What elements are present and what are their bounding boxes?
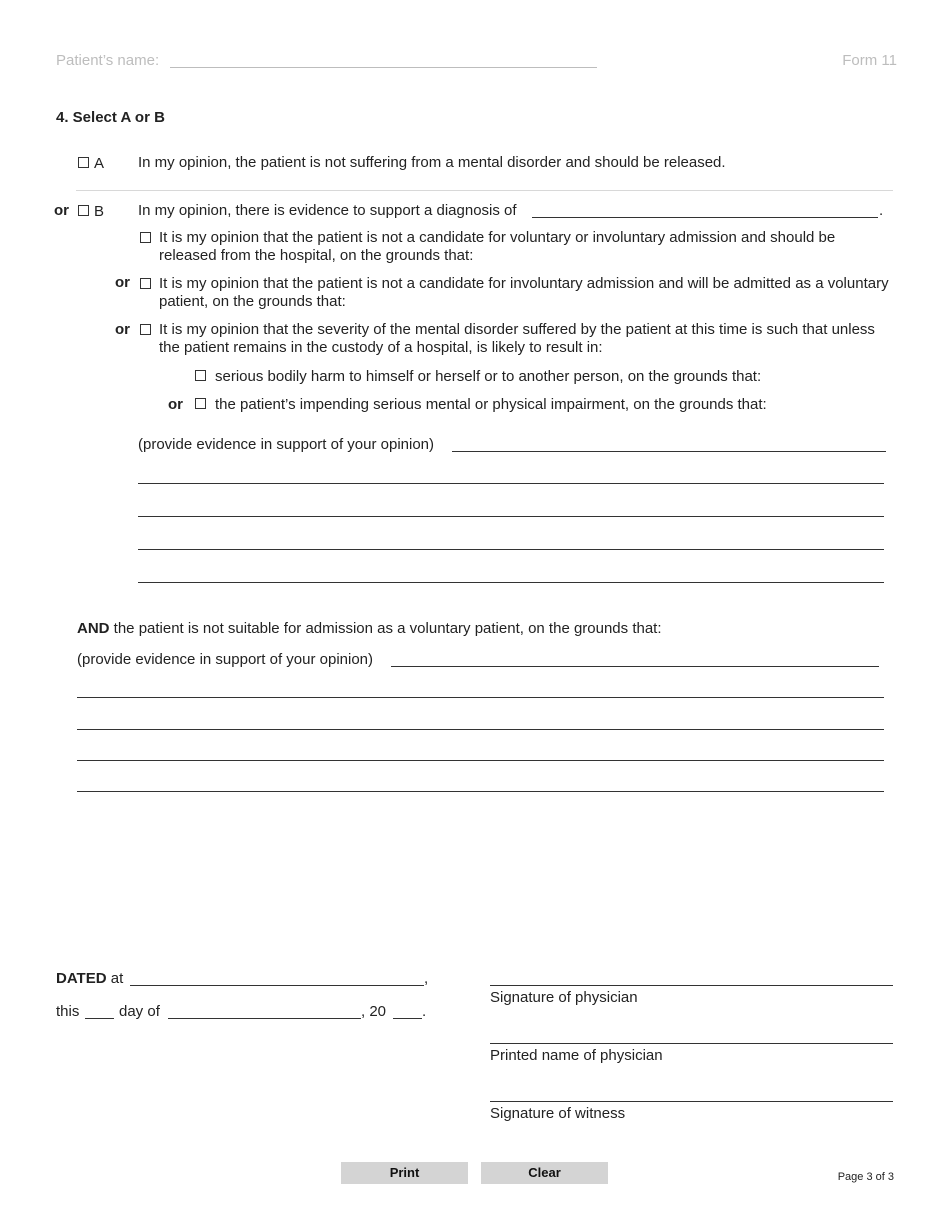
sub-option-2-text: It is my opinion that the patient is not a candidate for involuntary admission and will be admitted as a voluntary patient, on the grounds that: <box>159 275 889 310</box>
option-b-letter: B <box>94 203 105 220</box>
option-b-text: In my opinion, there is evidence to support a diagnosis of <box>138 202 517 219</box>
witness-signature-label: Signature of witness <box>490 1105 626 1122</box>
evidence-b-line-4[interactable] <box>138 582 884 583</box>
dated-keyword: DATED <box>56 970 107 987</box>
divider <box>76 190 893 191</box>
patient-name-label: Patient’s name: <box>56 52 160 69</box>
physician-name-label: Printed name of physician <box>490 1047 663 1064</box>
sub-option-3-checkbox[interactable] <box>140 324 151 335</box>
patient-name-field[interactable] <box>170 67 597 68</box>
physician-signature-field[interactable] <box>490 985 893 986</box>
sub-option-3a-checkbox[interactable] <box>195 370 206 381</box>
dated-period: . <box>422 1003 427 1020</box>
evidence-b-line-1[interactable] <box>138 483 884 484</box>
sub-option-3b-text: the patient’s impending serious mental or physical impairment, on the grounds that: <box>215 396 767 413</box>
diagnosis-period: . <box>879 202 884 219</box>
diagnosis-field[interactable] <box>532 217 878 218</box>
evidence-and-line-2[interactable] <box>77 729 884 730</box>
sub-option-3-text: It is my opinion that the severity of the mental disorder suffered by the patient at this time is such that unless the patient remains in the custody of a hospital, is likely to result in: <box>159 321 875 356</box>
dated-day-of: day of <box>119 1003 160 1020</box>
dated-at: at <box>110 970 124 987</box>
evidence-and-line-3[interactable] <box>77 760 884 761</box>
evidence-b-line-0[interactable] <box>452 451 886 452</box>
sub-option-3-or: or <box>115 321 130 338</box>
option-a-text: In my opinion, the patient is not suffering from a mental disorder and should be released. <box>138 154 726 171</box>
sub-option-3b-checkbox[interactable] <box>195 398 206 409</box>
and-keyword: AND <box>77 620 110 637</box>
sub-option-1-text: It is my opinion that the patient is not a candidate for voluntary or involuntary admission and should be released from the hospital, on the grounds that: <box>159 229 836 264</box>
evidence-and-label: (provide evidence in support of your opinion) <box>77 651 374 668</box>
dated-this: this <box>56 1003 80 1020</box>
sub-option-2-checkbox[interactable] <box>140 278 151 289</box>
sub-option-3a-text: serious bodily harm to himself or herself or to another person, on the grounds that: <box>215 368 762 385</box>
evidence-and-line-1[interactable] <box>77 697 884 698</box>
year-field[interactable] <box>393 1018 422 1019</box>
dated-comma: , <box>424 970 429 987</box>
page-number: Page 3 of 3 <box>837 1171 894 1183</box>
section-title: 4. Select A or B <box>56 109 165 126</box>
evidence-b-line-3[interactable] <box>138 549 884 550</box>
month-field[interactable] <box>168 1018 361 1019</box>
sub-option-3b-or: or <box>168 396 183 413</box>
evidence-b-line-2[interactable] <box>138 516 884 517</box>
form-number: Form 11 <box>842 52 897 69</box>
dated-at-row <box>56 970 123 987</box>
evidence-and-line-4[interactable] <box>77 791 884 792</box>
day-field[interactable] <box>85 1018 114 1019</box>
evidence-b-label: (provide evidence in support of your opinion) <box>138 436 435 453</box>
option-b-checkbox[interactable] <box>78 205 89 216</box>
option-a-checkbox[interactable] <box>78 157 89 168</box>
witness-signature-field[interactable] <box>490 1101 893 1102</box>
option-b-or: or <box>54 202 69 219</box>
and-statement <box>77 620 662 637</box>
sub-option-1-checkbox[interactable] <box>140 232 151 243</box>
option-a-letter: A <box>94 155 105 172</box>
physician-signature-label: Signature of physician <box>490 989 638 1006</box>
evidence-and-line-0[interactable] <box>391 666 879 667</box>
and-text: the patient is not suitable for admission as a voluntary patient, on the grounds that: <box>113 620 662 637</box>
sub-option-2-or: or <box>115 274 130 291</box>
dated-place-field[interactable] <box>130 985 424 986</box>
dated-year-prefix: , 20 <box>361 1003 387 1020</box>
physician-name-field[interactable] <box>490 1043 893 1044</box>
print-button[interactable]: Print <box>341 1162 468 1184</box>
clear-button[interactable]: Clear <box>481 1162 608 1184</box>
